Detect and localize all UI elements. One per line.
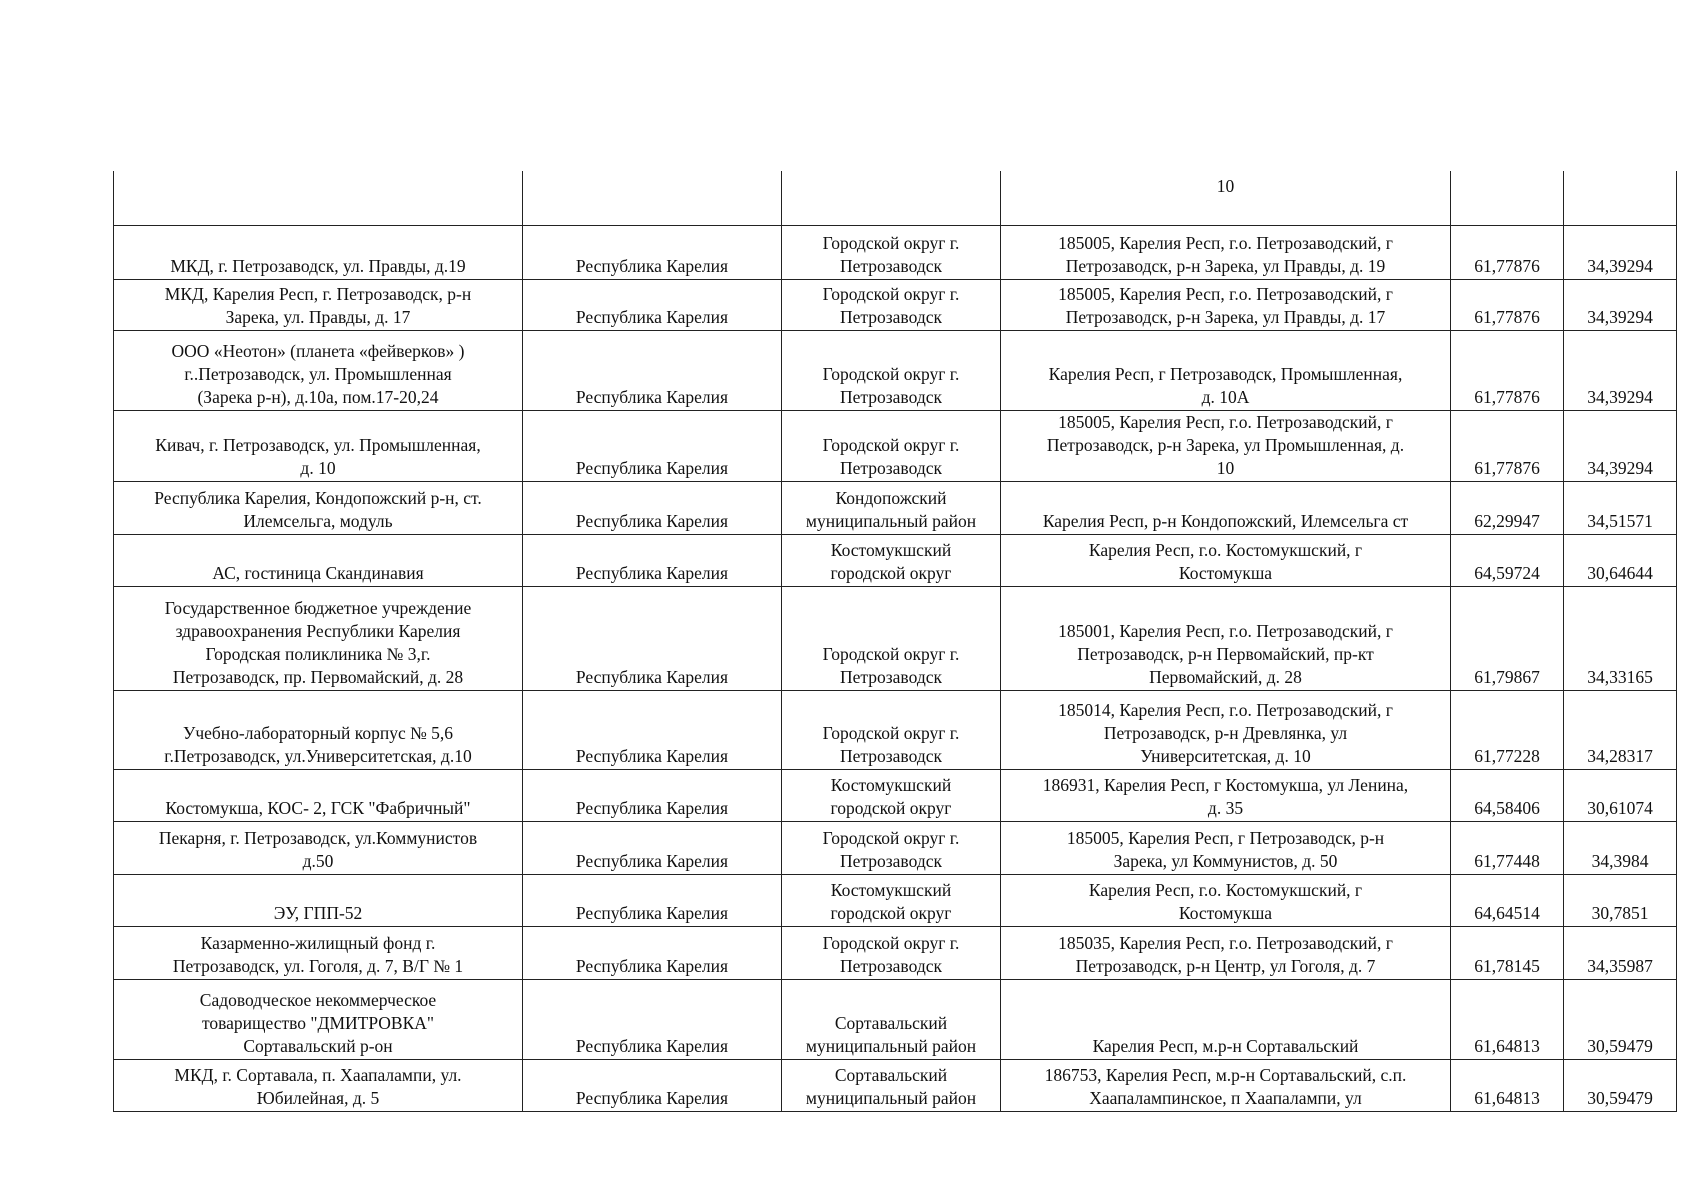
cell-text-name: МКД, г. Петрозаводск, ул. Правды, д.19 (170, 255, 466, 276)
table-cell-district (782, 926, 1001, 979)
table-cell-address (1001, 769, 1451, 821)
cell-text-lon: 30,59479 (1587, 1035, 1653, 1056)
cell-text-region: Республика Карелия (575, 255, 729, 276)
cell-text-address: 185005, Карелия Респ, г.о. Петрозаводский, г Петрозаводск, р-н Зарека, ул Правды, д. 17 (1058, 283, 1393, 327)
table-body (114, 171, 1677, 1111)
cell-text-region: Республика Карелия (575, 457, 729, 478)
table-cell-lon (1564, 481, 1677, 534)
cell-text-district: Городской округ г. Петрозаводск (822, 232, 960, 276)
cell-text-region: Республика Карелия (575, 562, 729, 583)
table-cell-lon (1564, 586, 1677, 690)
table-cell-lon (1564, 821, 1677, 874)
table-cell-region (523, 821, 782, 874)
table-cell-region (523, 330, 782, 410)
cell-text-address: 185014, Карелия Респ, г.о. Петрозаводский, г Петрозаводск, р-н Древлянка, ул Университетская, д. 10 (1058, 699, 1393, 766)
table-cell-address (1001, 534, 1451, 586)
table-row (114, 171, 1677, 225)
table-cell-lat (1451, 481, 1564, 534)
table-cell-address (1001, 690, 1451, 769)
table-cell-lat (1451, 769, 1564, 821)
cell-text-lon: 34,39294 (1587, 457, 1653, 478)
cell-text-region: Республика Карелия (575, 386, 729, 407)
table-cell-lat (1451, 690, 1564, 769)
table-cell-lon (1564, 979, 1677, 1059)
table-cell-name (114, 821, 523, 874)
table-row (114, 769, 1677, 821)
cell-text-district: Городской округ г. Петрозаводск (822, 932, 960, 976)
cell-text-region: Республика Карелия (575, 1087, 729, 1108)
table-cell-name (114, 874, 523, 926)
cell-text-name: Пекарня, г. Петрозаводск, ул.Коммунистов д.50 (158, 827, 478, 871)
table-cell-lat (1451, 330, 1564, 410)
table-cell-lat (1451, 926, 1564, 979)
cell-text-district: Городской округ г. Петрозаводск (822, 363, 960, 407)
table-cell-name (114, 279, 523, 330)
cell-text-lon: 34,39294 (1587, 255, 1653, 276)
table-row (114, 279, 1677, 330)
table-cell-district (782, 171, 1001, 225)
table-cell-name (114, 979, 523, 1059)
cell-text-district: Костомукшский городской округ (830, 774, 952, 818)
table-cell-address (1001, 279, 1451, 330)
table-cell-name (114, 926, 523, 979)
table-cell-lat (1451, 410, 1564, 481)
table-cell-district (782, 690, 1001, 769)
cell-text-lat: 61,77876 (1474, 306, 1540, 327)
table-cell-name (114, 225, 523, 279)
table-cell-address (1001, 1059, 1451, 1111)
table-cell-region (523, 874, 782, 926)
table-cell-address (1001, 874, 1451, 926)
table-cell-district (782, 979, 1001, 1059)
table-cell-name (114, 330, 523, 410)
table-cell-address (1001, 330, 1451, 410)
table-cell-district (782, 534, 1001, 586)
table-cell-lon (1564, 534, 1677, 586)
cell-text-name: Государственное бюджетное учреждение здравоохранения Республики Карелия Городская поликлиника № 3,г. Петрозаводск, пр. Первомайский, д. 28 (164, 597, 472, 687)
cell-text-address: 185005, Карелия Респ, г.о. Петрозаводский, г Петрозаводск, р-н Зарека, ул Промышленная, д. 10 (1046, 411, 1405, 478)
table-cell-district (782, 1059, 1001, 1111)
table-cell-region (523, 1059, 782, 1111)
cell-text-lat: 61,78145 (1474, 955, 1540, 976)
cell-text-name: Казарменно-жилищный фонд г. Петрозаводск, ул. Гоголя, д. 7, В/Г № 1 (172, 932, 464, 976)
table-cell-lon (1564, 225, 1677, 279)
table-row (114, 586, 1677, 690)
cell-text-region: Республика Карелия (575, 902, 729, 923)
cell-text-district: Костомукшский городской округ (830, 879, 952, 923)
table-cell-address (1001, 481, 1451, 534)
cell-text-name: Республика Карелия, Кондопожский р-н, ст. Илемсельга, модуль (154, 487, 482, 531)
cell-text-address: 185035, Карелия Респ, г.о. Петрозаводский, г Петрозаводск, р-н Центр, ул Гоголя, д. 7 (1058, 932, 1393, 976)
table-cell-region (523, 769, 782, 821)
table-cell-region (523, 225, 782, 279)
cell-text-lat: 64,64514 (1474, 902, 1540, 923)
cell-text-lon: 34,35987 (1587, 955, 1653, 976)
cell-text-lon: 34,39294 (1587, 306, 1653, 327)
table-cell-lon (1564, 874, 1677, 926)
cell-text-name: Садоводческое некоммерческое товарищество "ДМИТРОВКА" Сортавальский р-он (199, 989, 437, 1056)
cell-text-lat: 61,77876 (1474, 386, 1540, 407)
table-cell-name (114, 690, 523, 769)
cell-text-lat: 64,58406 (1474, 797, 1540, 818)
table-cell-lon (1564, 769, 1677, 821)
cell-text-lon: 34,33165 (1587, 666, 1653, 687)
cell-text-district: Городской округ г. Петрозаводск (822, 722, 960, 766)
table-cell-region (523, 279, 782, 330)
cell-text-name: Костомукша, КОС- 2, ГСК "Фабричный" (165, 797, 471, 818)
cell-text-district: Костомукшский городской округ (830, 539, 952, 583)
cell-text-lat: 61,79867 (1474, 666, 1540, 687)
cell-text-name: МКД, г. Сортавала, п. Хаапалампи, ул. Юбилейная, д. 5 (174, 1064, 462, 1108)
table-row (114, 1059, 1677, 1111)
table-row (114, 481, 1677, 534)
table-cell-name (114, 586, 523, 690)
cell-text-region: Республика Карелия (575, 510, 729, 531)
cell-text-name: ЭУ, ГПП-52 (273, 902, 363, 923)
cell-text-lon: 30,64644 (1587, 562, 1653, 583)
table-cell-address (1001, 979, 1451, 1059)
cell-text-district: Сортавальский муниципальный район (805, 1064, 977, 1108)
cell-text-address: 186931, Карелия Респ, г Костомукша, ул Ленина, д. 35 (1042, 774, 1409, 818)
table-row (114, 926, 1677, 979)
table-cell-lat (1451, 1059, 1564, 1111)
table-cell-lat (1451, 979, 1564, 1059)
table-cell-lon (1564, 1059, 1677, 1111)
cell-text-lat: 61,77876 (1474, 457, 1540, 478)
cell-text-address: Карелия Респ, г.о. Костомукшский, г Костомукша (1088, 539, 1363, 583)
cell-text-address: Карелия Респ, г.о. Костомукшский, г Костомукша (1088, 879, 1363, 923)
table-cell-region (523, 979, 782, 1059)
table-cell-district (782, 821, 1001, 874)
table-cell-address (1001, 225, 1451, 279)
table-cell-district (782, 586, 1001, 690)
cell-text-address: 10 (1216, 176, 1235, 196)
table-cell-region (523, 481, 782, 534)
table-cell-address (1001, 926, 1451, 979)
table-cell-lon (1564, 690, 1677, 769)
cell-text-lon: 34,39294 (1587, 386, 1653, 407)
table-cell-lon (1564, 926, 1677, 979)
table-cell-address (1001, 171, 1451, 225)
cell-text-lat: 62,29947 (1474, 510, 1540, 531)
cell-text-lon: 34,28317 (1587, 745, 1653, 766)
cell-text-name: ООО «Неотон» (планета «фейверков» ) г..Петрозаводск, ул. Промышленная (Зарека р-н), д.10а, пом.17-20,24 (171, 340, 465, 407)
cell-text-name: Учебно-лабораторный корпус № 5,6 г.Петрозаводск, ул.Университетская, д.10 (164, 722, 472, 766)
cell-text-region: Республика Карелия (575, 955, 729, 976)
cell-text-region: Республика Карелия (575, 1035, 729, 1056)
cell-text-region: Республика Карелия (575, 850, 729, 871)
table-row (114, 410, 1677, 481)
cell-text-lon: 30,7851 (1591, 902, 1649, 923)
table-cell-lon (1564, 171, 1677, 225)
cell-text-address: 185001, Карелия Респ, г.о. Петрозаводский, г Петрозаводск, р-н Первомайский, пр-кт Первомайский, д. 28 (1058, 620, 1393, 687)
cell-text-lat: 61,77228 (1474, 745, 1540, 766)
cell-text-district: Городской округ г. Петрозаводск (822, 283, 960, 327)
cell-text-district: Городской округ г. Петрозаводск (822, 434, 960, 478)
table-cell-region (523, 926, 782, 979)
table-row (114, 821, 1677, 874)
data-table (113, 171, 1677, 1112)
cell-text-district: Кондопожский муниципальный район (805, 487, 977, 531)
cell-text-region: Республика Карелия (575, 306, 729, 327)
table-cell-lon (1564, 330, 1677, 410)
table-cell-lat (1451, 171, 1564, 225)
table-cell-name (114, 171, 523, 225)
cell-text-address: 185005, Карелия Респ, г.о. Петрозаводский, г Петрозаводск, р-н Зарека, ул Правды, д. 19 (1058, 232, 1393, 276)
table-cell-region (523, 586, 782, 690)
table-cell-address (1001, 821, 1451, 874)
cell-text-district: Городской округ г. Петрозаводск (822, 643, 960, 687)
table-cell-lon (1564, 279, 1677, 330)
table-row (114, 690, 1677, 769)
cell-text-lat: 61,64813 (1474, 1035, 1540, 1056)
table-cell-lat (1451, 821, 1564, 874)
table-cell-region (523, 690, 782, 769)
cell-text-address: Карелия Респ, м.р-н Сортавальский (1092, 1035, 1359, 1056)
table-cell-name (114, 534, 523, 586)
cell-text-lat: 64,59724 (1474, 562, 1540, 583)
table-cell-address (1001, 586, 1451, 690)
cell-text-district: Городской округ г. Петрозаводск (822, 827, 960, 871)
cell-text-district: Сортавальский муниципальный район (805, 1012, 977, 1056)
table-row (114, 874, 1677, 926)
table-cell-district (782, 481, 1001, 534)
cell-text-address: Карелия Респ, г Петрозаводск, Промышленная, д. 10А (1048, 363, 1403, 407)
table-cell-lat (1451, 225, 1564, 279)
table-cell-district (782, 410, 1001, 481)
cell-text-lat: 61,77876 (1474, 255, 1540, 276)
cell-text-name: Кивач, г. Петрозаводск, ул. Промышленная, д. 10 (155, 434, 481, 478)
cell-text-name: МКД, Карелия Респ, г. Петрозаводск, р-н Зарека, ул. Правды, д. 17 (164, 283, 472, 327)
table-cell-address (1001, 410, 1451, 481)
table-cell-lon (1564, 410, 1677, 481)
cell-text-lon: 30,61074 (1587, 797, 1653, 818)
cell-text-region: Республика Карелия (575, 745, 729, 766)
cell-text-lon: 34,3984 (1591, 850, 1649, 871)
table-cell-lat (1451, 534, 1564, 586)
table-cell-name (114, 481, 523, 534)
cell-text-region: Республика Карелия (575, 666, 729, 687)
table-cell-name (114, 1059, 523, 1111)
cell-text-lat: 61,77448 (1474, 850, 1540, 871)
cell-text-address: Карелия Респ, р-н Кондопожский, Илемсельга ст (1042, 510, 1409, 531)
table-cell-lat (1451, 874, 1564, 926)
table-cell-region (523, 410, 782, 481)
table-cell-name (114, 410, 523, 481)
table-row (114, 225, 1677, 279)
table-cell-district (782, 279, 1001, 330)
table-cell-district (782, 874, 1001, 926)
cell-text-lon: 34,51571 (1587, 510, 1653, 531)
table-row (114, 534, 1677, 586)
table-cell-name (114, 769, 523, 821)
table-row (114, 330, 1677, 410)
table-cell-district (782, 769, 1001, 821)
table-row (114, 979, 1677, 1059)
table-cell-region (523, 534, 782, 586)
table-cell-lat (1451, 279, 1564, 330)
table-cell-district (782, 330, 1001, 410)
table-cell-district (782, 225, 1001, 279)
cell-text-address: 185005, Карелия Респ, г Петрозаводск, р-н Зарека, ул Коммунистов, д. 50 (1066, 827, 1385, 871)
cell-text-address: 186753, Карелия Респ, м.р-н Сортавальский, с.п. Хаапалампинское, п Хаапалампи, ул (1044, 1064, 1407, 1108)
cell-text-name: АС, гостиница Скандинавия (212, 562, 424, 583)
cell-text-lat: 61,64813 (1474, 1087, 1540, 1108)
table-cell-region (523, 171, 782, 225)
cell-text-lon: 30,59479 (1587, 1087, 1653, 1108)
table-cell-lat (1451, 586, 1564, 690)
cell-text-region: Республика Карелия (575, 797, 729, 818)
